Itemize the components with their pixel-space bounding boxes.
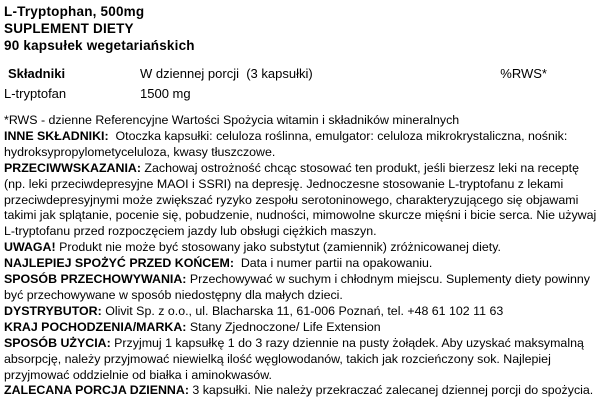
section-best-before <box>4 256 597 272</box>
column-header-rws: %RWS* <box>500 66 547 81</box>
section-label: KRAJ POCHODZENIA/MARKA: <box>4 319 187 334</box>
ingredients-table <box>4 64 597 104</box>
section-text: Stany Zjednoczone/ Life Extension <box>186 319 381 334</box>
product-title: L-Tryptophan, 500mg <box>4 4 145 19</box>
section-text: Olivit Sp. z o.o., ul. Blacharska 11, 61-006 Poznań, tel. +48 61 102 11 63 <box>101 303 504 318</box>
section-storage <box>4 272 597 304</box>
section-contraindications <box>4 160 600 241</box>
section-text: Przyjmuj 1 kapsułkę 1 do 3 razy dziennie na pusty żołądek. Aby uzyskać maksymalną absorpcję, należy przyjmować niewielką ilość węglowodanów, takich jak rozcieńczony sok. Najlepiej przyjmować oddzielnie od białka i aminokwasów. <box>4 335 588 382</box>
ingredient-amount: 1500 mg <box>140 86 191 101</box>
section-text: Przechowywać w suchym i chłodnym miejscu. Suplementy diety powinny być przechowywane w sposób niedostępny dla małych dzieci. <box>4 272 594 302</box>
section-label: UWAGA! <box>4 240 56 255</box>
section-text: Zachowaj ostrożność chcąc stosować ten produkt, jeśli bierzesz leki na receptę (np. leki przeciwdepresyjne MAOI i SSRI) na depresję. Jednoczesne stosowanie L-tryptofanu z lekami przeciwdepresyjnymi może zwiększać ryzyko zespołu serotoninowego, charakteryzującego się objawami takimi jak splątanie, pocenie się, pobudzenie, nudności, mimowolne skurcze mięśni i bicie serca. Nie używaj L-tryptofanu przed rozpoczęciem jazdy lub obsługi ciężkich maszyn. <box>4 160 600 239</box>
section-country-brand <box>4 320 597 336</box>
section-other-ingredients <box>4 129 597 161</box>
capsule-count: 90 kapsułek wegetariańskich <box>4 38 195 53</box>
section-label: INNE SKŁADNIKI: <box>4 128 109 143</box>
section-label: PRZECIWWSKAZANIA: <box>4 160 141 175</box>
rws-footnote: *RWS - dzienne Referencyjne Wartości Spożycia witamin i składników mineralnych <box>4 113 460 127</box>
ingredient-rws-value <box>437 84 597 104</box>
section-text: Data i numer partii na opakowaniu. <box>233 256 433 271</box>
section-label: DYSTRYBUTOR: <box>4 303 102 318</box>
section-distributor <box>4 304 597 320</box>
label-header <box>4 3 597 54</box>
section-text: Produkt nie może być stosowany jako substytut (zamiennik) zróżnicowanej diety. <box>55 240 501 255</box>
section-text: 3 kapsułki. Nie należy przekraczać zalecanej dziennej porcji do spożycia. <box>188 383 594 398</box>
section-label: SPOSÓB PRZECHOWYWANIA: <box>4 272 187 287</box>
section-text: Otoczka kapsułki: celuloza roślinna, emulgator: celuloza mikrokrystaliczna, nośnik: hydroksypropylometyceluloza, kwasy tłuszczowe. <box>4 128 571 159</box>
table-row <box>4 84 597 104</box>
section-warning <box>4 240 597 256</box>
section-daily-portion <box>4 383 597 399</box>
product-type: SUPLEMENT DIETY <box>4 21 134 36</box>
ingredients-table-header <box>4 64 597 84</box>
column-header-daily-portion: W dziennej porcji (3 kapsułki) <box>140 66 313 81</box>
column-header-ingredients: Składniki <box>8 66 66 81</box>
section-label: SPOSÓB UŻYCIA: <box>4 335 111 350</box>
section-label: NAJLEPIEJ SPOŻYĆ PRZED KOŃCEM: <box>4 256 234 271</box>
section-usage <box>4 336 597 384</box>
ingredient-name: L-tryptofan <box>4 86 67 101</box>
section-label: ZALECANA PORCJA DZIENNA: <box>4 383 189 398</box>
